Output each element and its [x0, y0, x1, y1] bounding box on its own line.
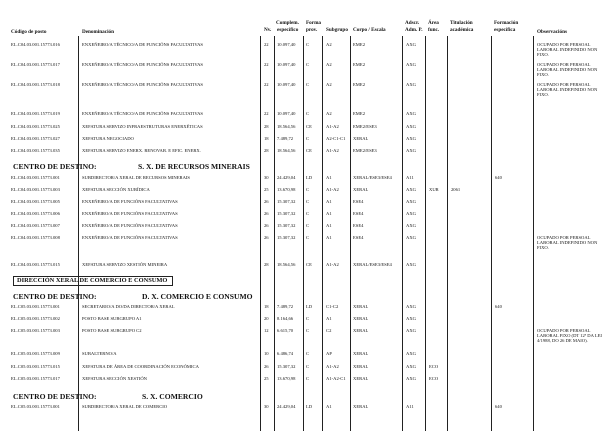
- cell-codigo: EL.C04.03.001.15773.027: [11, 136, 60, 141]
- header-formacion-esp: específica: [494, 27, 516, 33]
- table-row: [0, 175, 615, 187]
- cell-area: ECO: [429, 376, 439, 381]
- cell-denominacion: XEFATURA SECCIÓN XURÍDICA: [82, 187, 150, 192]
- cell-complemento: 8.164,66: [277, 316, 294, 321]
- cell-denominacion: POSTO BASE SUBGRUPO C2: [82, 328, 142, 333]
- centro-destino-label: CENTRO DE DESTINO:: [13, 292, 97, 301]
- cell-corpo: EME2: [353, 111, 365, 116]
- cell-codigo: EL.C04.03.001.15773.006: [11, 211, 60, 216]
- cell-forma: LD: [306, 304, 313, 309]
- cell-forma: C: [306, 136, 310, 141]
- cell-corpo: EME2: [353, 82, 365, 87]
- cell-codigo: EL.C05.03.001.15773.001: [11, 304, 60, 309]
- header-observacions: Observacións: [537, 29, 567, 35]
- cell-nivel: 30: [264, 404, 269, 409]
- table-row: [0, 199, 615, 211]
- cell-subgrupo: A1: [326, 223, 332, 228]
- table-row: [0, 235, 615, 250]
- cell-corpo: XERAL: [353, 304, 369, 309]
- cell-subgrupo: A2-C1-C1: [326, 136, 346, 141]
- cell-complemento: 7.489,72: [277, 136, 294, 141]
- cell-subgrupo: A1: [326, 235, 332, 240]
- cell-nivel: 28: [264, 148, 269, 153]
- cell-subgrupo: A1-A2: [326, 364, 339, 369]
- cell-formacion: 640: [495, 304, 502, 309]
- cell-denominacion: ENXEÑEIRO/A TÉCNICO/A DE FUNCIÓNS FACULTATIVAS: [82, 82, 203, 87]
- cell-corpo: ESE4: [353, 211, 364, 216]
- table-row: [0, 304, 615, 316]
- cell-nivel: 30: [264, 175, 269, 180]
- cell-denominacion: XEFATURA SECCIÓN XESTIÓN: [82, 376, 147, 381]
- header-codigo: Código de posto: [11, 29, 47, 35]
- cell-nivel: 26: [264, 235, 269, 240]
- cell-subgrupo: A1: [326, 404, 332, 409]
- cell-codigo: EL.C04.03.001.15773.016: [11, 42, 60, 47]
- cell-nivel: 22: [264, 42, 269, 47]
- header-corpo: Corpo / Escala: [353, 27, 386, 33]
- cell-denominacion: SUBALTERNO/A: [82, 351, 117, 356]
- cell-area: XUR: [429, 187, 439, 192]
- table-row: [0, 124, 615, 136]
- table-row: [0, 148, 615, 160]
- header-adm: Adm. P.: [405, 27, 423, 33]
- cell-adscripcion: AXG: [406, 376, 416, 381]
- cell-subgrupo: A1-A2: [326, 187, 339, 192]
- cell-codigo: EL.C04.03.001.15773.017: [11, 62, 60, 67]
- table-row: [0, 351, 615, 363]
- header-subgrupo: Subgrupo: [326, 27, 348, 33]
- cell-adscripcion: AXG: [406, 62, 416, 67]
- cell-denominacion: ENXEÑEIRO/A DE FUNCIÓNS FACULTATIVAS: [82, 199, 178, 204]
- cell-denominacion: ENXEÑEIRO/A DE FUNCIÓNS FACULTATIVAS: [82, 223, 178, 228]
- cell-subgrupo: C1-C2: [326, 304, 339, 309]
- cell-nivel: 12: [264, 328, 269, 333]
- cell-observacions: OCUPADO POR PERSOAL LABORAL INDEFINIDO NON FIXO.: [537, 235, 598, 250]
- cell-corpo: XERAL/ESE3/ESE4: [353, 262, 392, 267]
- cell-forma: C: [306, 211, 310, 216]
- table-row: [0, 211, 615, 223]
- cell-adscripcion: A11: [406, 175, 414, 180]
- cell-forma: C: [306, 223, 310, 228]
- cell-adscripcion: AXG: [406, 328, 416, 333]
- cell-adscripcion: AXG: [406, 124, 416, 129]
- cell-forma: C: [306, 316, 310, 321]
- table-row: [0, 328, 615, 343]
- cell-observacions: OCUPADO POR PERSOAL LABORAL FIXO (DT 12ª DA LEI 4/1988, DO 26 DE MAIO).: [537, 328, 602, 343]
- cell-forma: C: [306, 376, 310, 381]
- table-row: [0, 364, 615, 376]
- cell-codigo: EL.C05.03.001.15773.003: [11, 328, 60, 333]
- cell-complemento: 10.097,40: [277, 62, 296, 67]
- cell-nivel: 18: [264, 136, 269, 141]
- cell-forma: C: [306, 351, 310, 356]
- cell-codigo: EL.C05.03.001.15773.009: [11, 351, 60, 356]
- cell-observacions: OCUPADO POR PERSOAL LABORAL INDEFINIDO NON FIXO.: [537, 82, 598, 97]
- cell-codigo: EL.C04.03.001.15773.015: [11, 262, 60, 267]
- cell-complemento: 15.307,32: [277, 235, 296, 240]
- cell-complemento: 18.564,56: [277, 148, 296, 153]
- cell-forma: C: [306, 62, 310, 67]
- cell-adscripcion: AXG: [406, 223, 416, 228]
- cell-denominacion: XEFATURA SERVIZO XESTIÓN MINEIRA: [82, 262, 168, 267]
- cell-corpo: ESE4: [353, 235, 364, 240]
- cell-nivel: 18: [264, 304, 269, 309]
- cell-denominacion: ENXEÑEIRO/A DE FUNCIÓNS FACULTATIVAS: [82, 235, 178, 240]
- cell-adscripcion: AXG: [406, 42, 416, 47]
- cell-forma: LD: [306, 175, 313, 180]
- cell-nivel: 20: [264, 316, 269, 321]
- cell-formacion: 640: [495, 404, 502, 409]
- cell-corpo: EME2/ESE3: [353, 124, 377, 129]
- cell-denominacion: XEFATURA DE ÁREA DE COORDINACIÓN ECONÓMICA: [82, 364, 199, 369]
- cell-denominacion: XEFATURA SERVIZO INFRAESTRUTURAS ENERXÉTICAS: [82, 124, 203, 129]
- cell-complemento: 15.307,32: [277, 211, 296, 216]
- cell-denominacion: ENXEÑEIRO/A TÉCNICO/A DE FUNCIÓNS FACULTATIVAS: [82, 62, 203, 67]
- cell-codigo: EL.C04.03.001.15773.025: [11, 124, 60, 129]
- cell-subgrupo: A1-A2: [326, 124, 339, 129]
- header-formacion: Formación: [494, 20, 519, 26]
- centro-destino-label: CENTRO DE DESTINO:: [13, 392, 97, 401]
- header-especifico: específico: [277, 27, 299, 33]
- cell-titulacion: 2061: [451, 187, 461, 192]
- cell-corpo: EME2: [353, 62, 365, 67]
- cell-denominacion: POSTO BASE SUBGRUPO A1: [82, 316, 142, 321]
- header-func: func.: [428, 27, 440, 33]
- cell-forma: C: [306, 82, 310, 87]
- cell-subgrupo: A1: [326, 175, 332, 180]
- cell-corpo: XERAL: [353, 376, 369, 381]
- cell-adscripcion: AXG: [406, 187, 416, 192]
- table-row: [0, 136, 615, 148]
- cell-complemento: 15.307,32: [277, 199, 296, 204]
- cell-observacions: OCUPADO POR PERSOAL LABORAL INDEFINIDO NON FIXO.: [537, 42, 598, 57]
- cell-subgrupo: AP: [326, 351, 332, 356]
- table-row: [0, 316, 615, 328]
- table-row: [0, 82, 615, 97]
- centro-destino-label: CENTRO DE DESTINO:: [13, 162, 97, 171]
- cell-complemento: 6.615,70: [277, 328, 294, 333]
- cell-complemento: 15.307,32: [277, 223, 296, 228]
- cell-corpo: ESE4: [353, 223, 364, 228]
- header-area: Área: [428, 20, 439, 26]
- cell-complemento: 18.564,56: [277, 124, 296, 129]
- cell-forma: C: [306, 187, 310, 192]
- table-row: [0, 404, 615, 416]
- cell-complemento: 10.097,40: [277, 111, 296, 116]
- cell-denominacion: SECRETARIO/A DO/DA DIRECTOR/A XERAL: [82, 304, 175, 309]
- cell-nivel: 28: [264, 262, 269, 267]
- header-prov: prov.: [306, 27, 318, 33]
- cell-complemento: 13.670,98: [277, 187, 296, 192]
- header-nivel: Nv.: [264, 27, 272, 33]
- cell-subgrupo: A1-A2-C1: [326, 376, 346, 381]
- cell-nivel: 22: [264, 82, 269, 87]
- header-denominacion: Denominación: [82, 29, 114, 35]
- cell-complemento: 18.564,56: [277, 262, 296, 267]
- cell-codigo: EL.C04.03.001.15773.019: [11, 111, 60, 116]
- cell-adscripcion: AXG: [406, 82, 416, 87]
- cell-adscripcion: AXG: [406, 262, 416, 267]
- cell-corpo: XERAL: [353, 364, 369, 369]
- cell-subgrupo: C2: [326, 328, 332, 333]
- cell-complemento: 10.097,40: [277, 82, 296, 87]
- table-row: [0, 262, 615, 274]
- cell-codigo: EL.C04.03.001.15773.035: [11, 148, 60, 153]
- cell-codigo: EL.C05.03.001.15773.015: [11, 364, 60, 369]
- cell-nivel: 25: [264, 187, 269, 192]
- cell-denominacion: ENXEÑEIRO/A TÉCNICO/A DE FUNCIÓNS FACULTATIVAS: [82, 111, 203, 116]
- cell-forma: CE: [306, 262, 312, 267]
- cell-denominacion: XEFATURA NEGOCIADO: [82, 136, 134, 141]
- cell-nivel: 10: [264, 351, 269, 356]
- cell-corpo: XERAL: [353, 136, 369, 141]
- cell-denominacion: ENXEÑEIRO/A TÉCNICO/A DE FUNCIÓNS FACULTATIVAS: [82, 42, 203, 47]
- cell-corpo: XERAL/ESE3/ESE4: [353, 175, 392, 180]
- header-titulacion: Titulación: [450, 20, 473, 26]
- centro-destino-name: S. X. COMERCIO: [142, 392, 203, 401]
- cell-nivel: 22: [264, 62, 269, 67]
- cell-codigo: EL.C04.03.001.15773.018: [11, 82, 60, 87]
- cell-corpo: XERAL: [353, 351, 369, 356]
- cell-denominacion: XEFATURA SERVIZO ENERX. RENOVAB. E EFIC. ENERX.: [82, 148, 201, 153]
- cell-complemento: 13.670,98: [277, 376, 296, 381]
- cell-nivel: 26: [264, 211, 269, 216]
- cell-forma: C: [306, 364, 310, 369]
- cell-subgrupo: A2: [326, 82, 332, 87]
- header-academica: académica: [450, 27, 474, 33]
- cell-complemento: 6.486,74: [277, 351, 294, 356]
- cell-forma: CE: [306, 124, 312, 129]
- cell-corpo: ESE4: [353, 199, 364, 204]
- table-row: [0, 223, 615, 235]
- cell-adscripcion: AXG: [406, 199, 416, 204]
- cell-adscripcion: A11: [406, 404, 414, 409]
- cell-corpo: XERAL: [353, 316, 369, 321]
- cell-codigo: EL.C05.03.001.15773.017: [11, 376, 60, 381]
- cell-adscripcion: AXG: [406, 235, 416, 240]
- cell-codigo: EL.C04.03.001.15773.005: [11, 199, 60, 204]
- cell-denominacion: SUBDIRECTOR/A XERAL DE COMERCIO: [82, 404, 168, 409]
- cell-denominacion: ENXEÑEIRO/A DE FUNCIÓNS FACULTATIVAS: [82, 211, 178, 216]
- centro-destino-name: S. X. DE RECURSOS MINERAIS: [138, 162, 250, 171]
- cell-codigo: EL.C04.03.001.15773.003: [11, 187, 60, 192]
- cell-adscripcion: AXG: [406, 364, 416, 369]
- cell-nivel: 26: [264, 223, 269, 228]
- cell-subgrupo: A1: [326, 199, 332, 204]
- cell-codigo: EL.C04.03.001.15773.008: [11, 235, 60, 240]
- cell-adscripcion: AXG: [406, 211, 416, 216]
- cell-adscripcion: AXG: [406, 111, 416, 116]
- cell-nivel: 26: [264, 199, 269, 204]
- cell-complemento: 10.097,40: [277, 42, 296, 47]
- cell-area: ECO: [429, 364, 439, 369]
- cell-forma: C: [306, 111, 310, 116]
- cell-corpo: XERAL: [353, 187, 369, 192]
- cell-nivel: 26: [264, 364, 269, 369]
- cell-adscripcion: AXG: [406, 351, 416, 356]
- cell-nivel: 28: [264, 124, 269, 129]
- cell-denominacion: SUBDIRECTOR/A XERAL DE RECURSOS MINERAIS: [82, 175, 190, 180]
- cell-complemento: 7.489,72: [277, 304, 294, 309]
- cell-nivel: 25: [264, 376, 269, 381]
- cell-complemento: 24.429,04: [277, 404, 296, 409]
- cell-adscripcion: AXG: [406, 148, 416, 153]
- table-row: [0, 42, 615, 57]
- cell-subgrupo: A2: [326, 111, 332, 116]
- cell-corpo: EME2/ESE3: [353, 148, 377, 153]
- table-row: [0, 62, 615, 77]
- cell-forma: CE: [306, 148, 312, 153]
- cell-codigo: EL.C04.03.001.15773.001: [11, 175, 60, 180]
- cell-corpo: EME2: [353, 42, 365, 47]
- cell-forma: C: [306, 199, 310, 204]
- cell-observacions: OCUPADO POR PERSOAL LABORAL INDEFINIDO NON FIXO.: [537, 62, 598, 77]
- cell-adscripcion: AXG: [406, 136, 416, 141]
- direccion-title: DIRECCIÓN XERAL DE COMERCIO E CONSUMO: [13, 276, 173, 286]
- table-row: [0, 111, 615, 123]
- cell-subgrupo: A1-A2: [326, 262, 339, 267]
- cell-complemento: 15.307,32: [277, 364, 296, 369]
- cell-forma: C: [306, 235, 310, 240]
- header-forma: Forma: [306, 20, 321, 26]
- cell-subgrupo: A2: [326, 62, 332, 67]
- header-complem: Complem.: [276, 20, 299, 26]
- cell-codigo: EL.C04.03.001.15773.007: [11, 223, 60, 228]
- cell-forma: C: [306, 328, 310, 333]
- cell-corpo: XERAL: [353, 404, 369, 409]
- cell-adscripcion: AXG: [406, 304, 416, 309]
- cell-nivel: 22: [264, 111, 269, 116]
- cell-subgrupo: A1-A2: [326, 148, 339, 153]
- cell-codigo: EL.C05.03.001.15773.001: [11, 404, 60, 409]
- cell-complemento: 24.429,04: [277, 175, 296, 180]
- cell-corpo: XERAL: [353, 328, 369, 333]
- cell-forma: LD: [306, 404, 313, 409]
- cell-formacion: 640: [495, 175, 502, 180]
- cell-forma: C: [306, 42, 310, 47]
- cell-codigo: EL.C05.03.001.15773.002: [11, 316, 60, 321]
- cell-subgrupo: A1: [326, 316, 332, 321]
- header-adscr: Adscr.: [405, 20, 420, 26]
- cell-adscripcion: AXG: [406, 316, 416, 321]
- table-row: [0, 187, 615, 199]
- cell-subgrupo: A2: [326, 42, 332, 47]
- centro-destino-name: D. X. COMERCIO E CONSUMO: [142, 292, 253, 301]
- table-row: [0, 376, 615, 388]
- cell-subgrupo: A1: [326, 211, 332, 216]
